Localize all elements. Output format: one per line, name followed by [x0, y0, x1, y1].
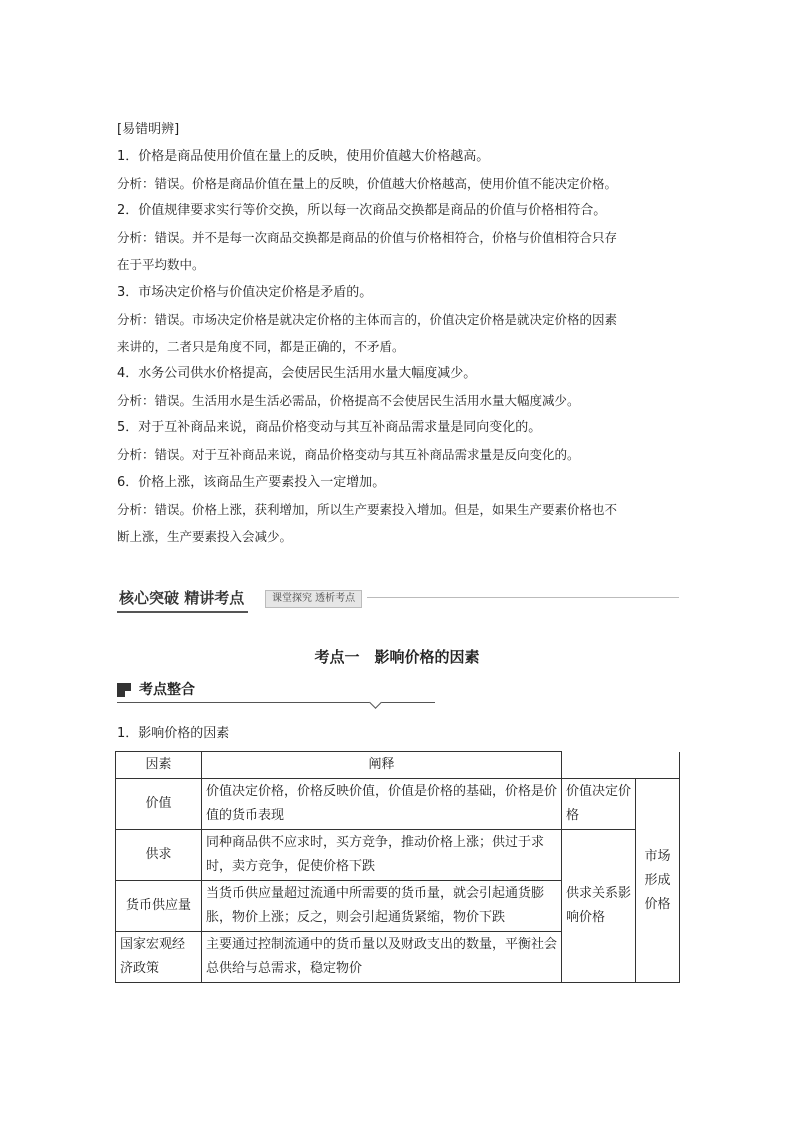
- banner-tag: 课堂探究 透析考点: [265, 590, 362, 608]
- explain-cell: 当货币供应量超过流通中所需要的货币量，就会引起通货膨胀，物价上涨；反之，则会引起通货紧缩，物价下跌: [202, 881, 562, 932]
- error-analysis-2-line-2: 在于平均数中。: [117, 257, 205, 272]
- section-title: 考点一 影响价格的因素: [314, 648, 480, 666]
- header-explain: 阐释: [202, 752, 562, 779]
- explain-cell: 同种商品供不应求时，买方竞争，推动价格上涨；供过于求时，卖方竞争，促使价格下跌: [202, 830, 562, 881]
- error-statement-4: 4．水务公司供水价格提高，会使居民生活用水量大幅度减少。: [117, 366, 477, 381]
- explain-cell: 价值决定价格，价格反映价值，价值是价格的基础，价格是价值的货币表现: [202, 779, 562, 830]
- group-supply-cell: 供求关系影响价格: [562, 830, 636, 983]
- error-analysis-3-line-1: 分析：错误。市场决定价格是就决定价格的主体而言的，价值决定价格是就决定价格的因素: [117, 312, 618, 327]
- sub-heading-text: 考点整合: [139, 682, 195, 698]
- factor-cell: 供求: [116, 830, 202, 881]
- error-analysis-6-line-1: 分析：错误。价格上涨，获利增加，所以生产要素投入增加。但是，如果生产要素价格也不: [117, 502, 618, 517]
- header-empty: [562, 752, 636, 779]
- sub-heading: [117, 680, 435, 704]
- square-bullet-icon: [117, 683, 131, 697]
- group-market-cell: 市场形成价格: [636, 779, 680, 983]
- factor-cell: 价值: [116, 779, 202, 830]
- error-analysis-6-line-2: 断上涨，生产要素投入会减少。: [117, 529, 293, 544]
- error-statement-1: 1．价格是商品使用价值在量上的反映，使用价值越大价格越高。: [117, 149, 490, 164]
- header-empty-2: [636, 752, 680, 779]
- error-statement-2: 2．价值规律要求实行等价交换，所以每一次商品交换都是商品的价值与价格相符合。: [117, 203, 607, 218]
- table-header-row: [116, 752, 680, 779]
- error-analysis-3-line-2: 来讲的，二者只是角度不同，都是正确的，不矛盾。: [117, 339, 405, 354]
- error-analysis-1-line-1: 分析：错误。价格是商品价值在量上的反映，价值越大价格越高，使用价值不能决定价格。: [117, 176, 618, 191]
- table-row: [116, 779, 680, 830]
- error-statement-3: 3．市场决定价格与价值决定价格是矛盾的。: [117, 285, 373, 300]
- banner-title: 核心突破 精讲考点: [117, 585, 248, 613]
- error-statement-6: 6．价格上涨，该商品生产要素投入一定增加。: [117, 475, 386, 490]
- error-analysis-4-line-1: 分析：错误。生活用水是生活必需品，价格提高不会使居民生活用水量大幅度减少。: [117, 393, 580, 408]
- core-breakthrough-banner: [117, 585, 679, 611]
- factor-cell: 国家宏观经济政策: [116, 932, 202, 983]
- sub-heading-notch: [369, 696, 382, 709]
- error-analysis-2-line-1: 分析：错误。并不是每一次商品交换都是商品的价值与价格相符合，价格与价值相符合只存: [117, 230, 618, 245]
- error-statement-5: 5．对于互补商品来说，商品价格变动与其互补商品需求量是同向变化的。: [117, 420, 542, 435]
- factor-cell: 货币供应量: [116, 881, 202, 932]
- errors-heading: [易错明辨]: [117, 122, 180, 137]
- header-factor: 因素: [116, 752, 202, 779]
- price-factors-table: [115, 751, 680, 983]
- list-title: 1．影响价格的因素: [117, 726, 230, 741]
- error-analysis-5-line-1: 分析：错误。对于互补商品来说，商品价格变动与其互补商品需求量是反向变化的。: [117, 447, 580, 462]
- table-row: [116, 830, 680, 881]
- sub-heading-rule: [117, 702, 435, 703]
- banner-divider: [367, 597, 679, 598]
- explain-cell: 主要通过控制流通中的货币量以及财政支出的数量，平衡社会总供给与总需求，稳定物价: [202, 932, 562, 983]
- group-value-cell: 价值决定价格: [562, 779, 636, 830]
